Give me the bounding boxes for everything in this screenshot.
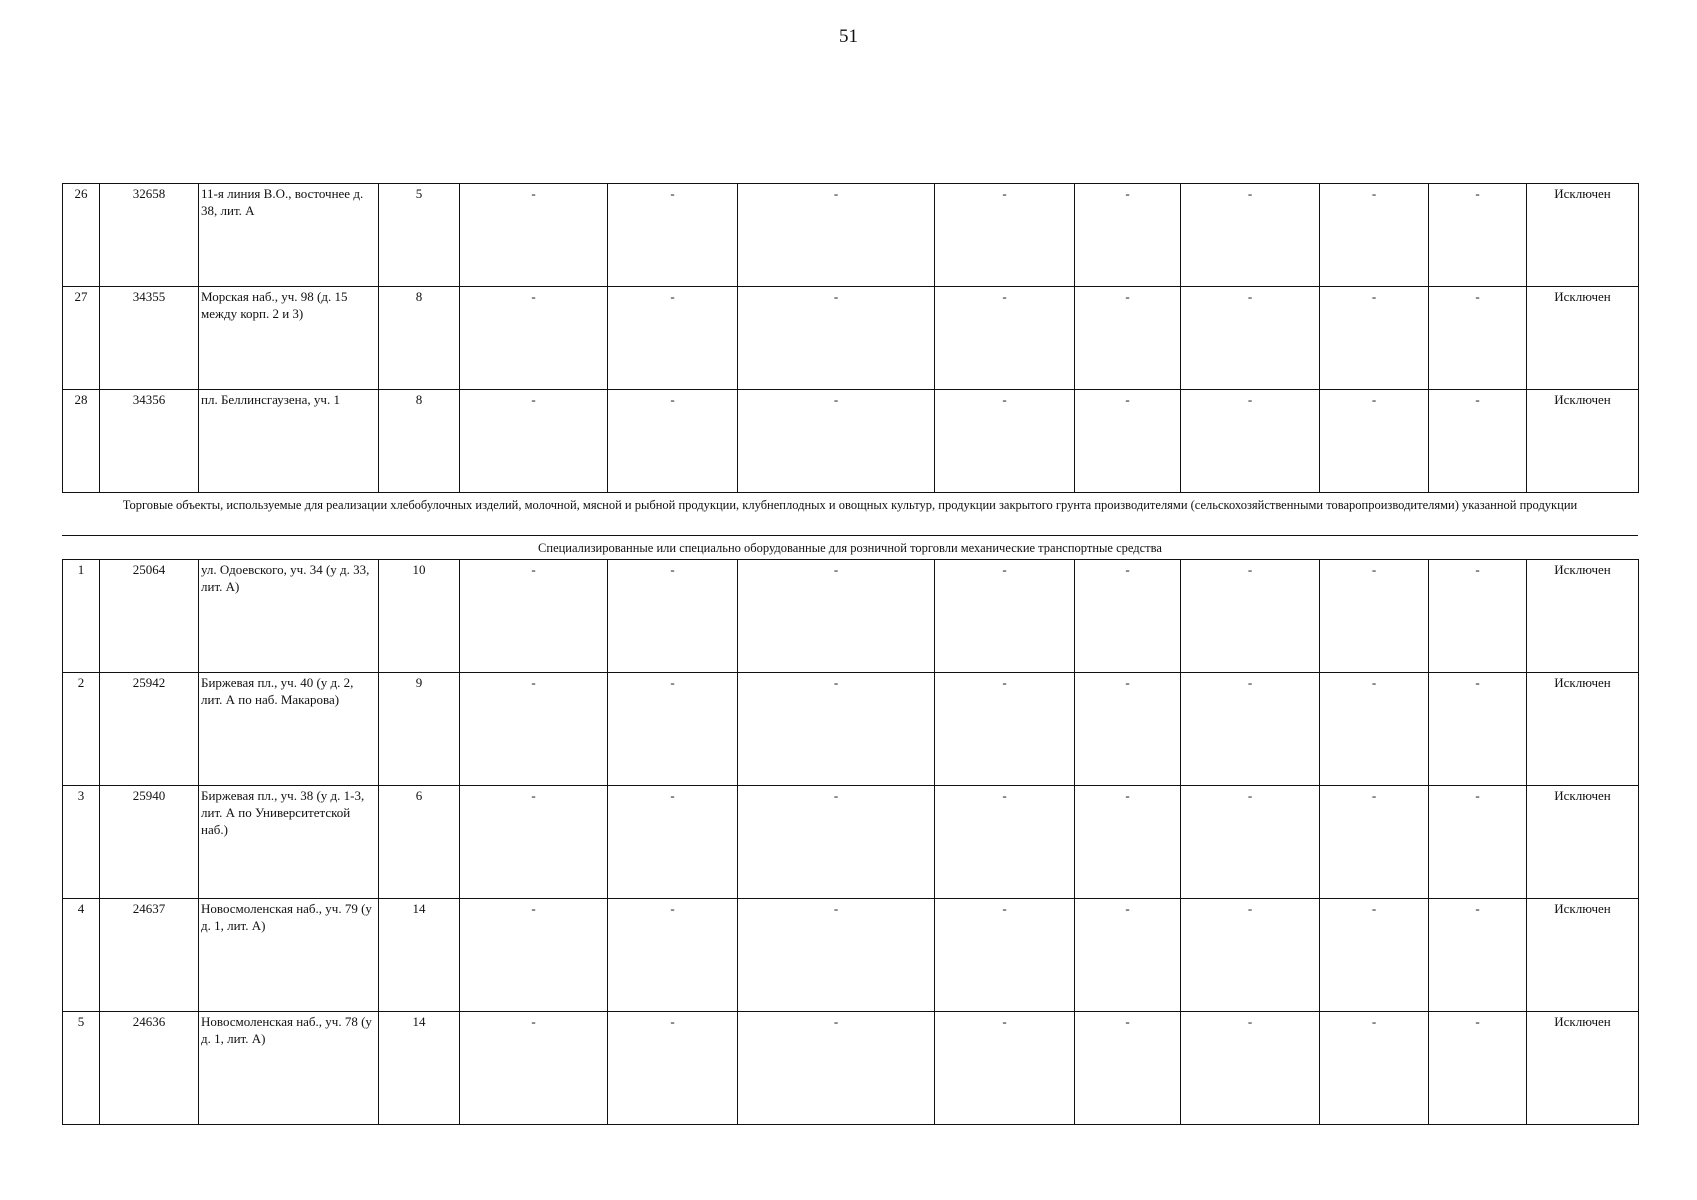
empty-value-cell: - <box>935 287 1075 390</box>
object-code: 25064 <box>100 560 199 673</box>
empty-value-cell: - <box>1320 786 1429 899</box>
count-cell: 8 <box>379 287 460 390</box>
empty-value-cell: - <box>738 390 935 493</box>
table-row <box>63 287 1639 390</box>
empty-value-cell: - <box>460 899 608 1012</box>
object-code: 34355 <box>100 287 199 390</box>
empty-value-cell: - <box>1075 786 1181 899</box>
address-cell: Новосмоленская наб., уч. 79 (у д. 1, лит. А) <box>199 899 379 1012</box>
address-cell: пл. Беллинсгаузена, уч. 1 <box>199 390 379 493</box>
count-cell: 14 <box>379 1012 460 1125</box>
address-cell: Биржевая пл., уч. 38 (у д. 1-3, лит. А по Университетской наб.) <box>199 786 379 899</box>
empty-value-cell: - <box>608 1012 738 1125</box>
status-cell: Исключен <box>1527 560 1639 673</box>
object-code: 32658 <box>100 184 199 287</box>
object-code: 25942 <box>100 673 199 786</box>
empty-value-cell: - <box>460 560 608 673</box>
empty-value-cell: - <box>1181 786 1320 899</box>
row-number: 28 <box>63 390 100 493</box>
object-code: 25940 <box>100 786 199 899</box>
empty-value-cell: - <box>1429 287 1527 390</box>
status-cell: Исключен <box>1527 287 1639 390</box>
empty-value-cell: - <box>460 673 608 786</box>
empty-value-cell: - <box>935 184 1075 287</box>
empty-value-cell: - <box>1181 1012 1320 1125</box>
empty-value-cell: - <box>738 184 935 287</box>
empty-value-cell: - <box>1075 287 1181 390</box>
empty-value-cell: - <box>738 560 935 673</box>
address-cell: 11-я линия В.О., восточнее д. 38, лит. А <box>199 184 379 287</box>
empty-value-cell: - <box>608 786 738 899</box>
empty-value-cell: - <box>460 184 608 287</box>
table-row <box>63 673 1639 786</box>
table-row <box>63 560 1639 673</box>
row-number: 1 <box>63 560 100 673</box>
address-cell: Новосмоленская наб., уч. 78 (у д. 1, лит. А) <box>199 1012 379 1125</box>
empty-value-cell: - <box>935 673 1075 786</box>
section-divider <box>62 535 1638 536</box>
empty-value-cell: - <box>1075 560 1181 673</box>
empty-value-cell: - <box>935 786 1075 899</box>
empty-value-cell: - <box>935 560 1075 673</box>
table-row <box>63 899 1639 1012</box>
empty-value-cell: - <box>1320 560 1429 673</box>
empty-value-cell: - <box>460 786 608 899</box>
count-cell: 5 <box>379 184 460 287</box>
empty-value-cell: - <box>1429 560 1527 673</box>
status-cell: Исключен <box>1527 390 1639 493</box>
status-cell: Исключен <box>1527 673 1639 786</box>
count-cell: 14 <box>379 899 460 1012</box>
empty-value-cell: - <box>935 1012 1075 1125</box>
empty-value-cell: - <box>935 390 1075 493</box>
count-cell: 10 <box>379 560 460 673</box>
empty-value-cell: - <box>738 1012 935 1125</box>
section-heading-vehicles: Специализированные или специально оборудованные для розничной торговли механические транспортные средства <box>538 541 1162 555</box>
empty-value-cell: - <box>1075 184 1181 287</box>
row-number: 4 <box>63 899 100 1012</box>
empty-value-cell: - <box>1320 673 1429 786</box>
status-cell: Исключен <box>1527 1012 1639 1125</box>
empty-value-cell: - <box>460 1012 608 1125</box>
empty-value-cell: - <box>1320 184 1429 287</box>
object-code: 24636 <box>100 1012 199 1125</box>
empty-value-cell: - <box>1075 899 1181 1012</box>
empty-value-cell: - <box>1429 184 1527 287</box>
object-code: 24637 <box>100 899 199 1012</box>
status-cell: Исключен <box>1527 786 1639 899</box>
empty-value-cell: - <box>608 673 738 786</box>
object-code: 34356 <box>100 390 199 493</box>
table-row <box>63 184 1639 287</box>
address-cell: Биржевая пл., уч. 40 (у д. 2, лит. А по наб. Макарова) <box>199 673 379 786</box>
table-row <box>63 390 1639 493</box>
row-number: 27 <box>63 287 100 390</box>
empty-value-cell: - <box>460 287 608 390</box>
empty-value-cell: - <box>608 184 738 287</box>
row-number: 2 <box>63 673 100 786</box>
empty-value-cell: - <box>1181 560 1320 673</box>
page-number: 51 <box>839 26 858 47</box>
row-number: 5 <box>63 1012 100 1125</box>
empty-value-cell: - <box>1075 673 1181 786</box>
address-cell: ул. Одоевского, уч. 34 (у д. 33, лит. А) <box>199 560 379 673</box>
empty-value-cell: - <box>1181 184 1320 287</box>
empty-value-cell: - <box>608 899 738 1012</box>
empty-value-cell: - <box>738 287 935 390</box>
empty-value-cell: - <box>1320 899 1429 1012</box>
count-cell: 8 <box>379 390 460 493</box>
status-cell: Исключен <box>1527 899 1639 1012</box>
section-heading-trade-objects: Торговые объекты, используемые для реализации хлебобулочных изделий, молочной, мясной и рыбной продукции, клубнеплодных и овощных культур, продукции закрытого грунта производителями (сельскохозяйственными товаропроизводителями) указанной продукции <box>122 498 1578 512</box>
table-block-a <box>62 183 1639 493</box>
count-cell: 9 <box>379 673 460 786</box>
row-number: 3 <box>63 786 100 899</box>
empty-value-cell: - <box>1429 390 1527 493</box>
table-row <box>63 1012 1639 1125</box>
table-row <box>63 786 1639 899</box>
empty-value-cell: - <box>738 673 935 786</box>
empty-value-cell: - <box>1181 390 1320 493</box>
empty-value-cell: - <box>1320 390 1429 493</box>
empty-value-cell: - <box>738 899 935 1012</box>
empty-value-cell: - <box>608 560 738 673</box>
empty-value-cell: - <box>460 390 608 493</box>
empty-value-cell: - <box>1320 287 1429 390</box>
empty-value-cell: - <box>1429 673 1527 786</box>
row-number: 26 <box>63 184 100 287</box>
table-block-b <box>62 559 1639 1125</box>
empty-value-cell: - <box>608 287 738 390</box>
status-cell: Исключен <box>1527 184 1639 287</box>
empty-value-cell: - <box>1181 673 1320 786</box>
empty-value-cell: - <box>1181 287 1320 390</box>
address-cell: Морская наб., уч. 98 (д. 15 между корп. 2 и 3) <box>199 287 379 390</box>
empty-value-cell: - <box>1075 390 1181 493</box>
empty-value-cell: - <box>1181 899 1320 1012</box>
empty-value-cell: - <box>608 390 738 493</box>
empty-value-cell: - <box>1429 899 1527 1012</box>
empty-value-cell: - <box>738 786 935 899</box>
empty-value-cell: - <box>1075 1012 1181 1125</box>
count-cell: 6 <box>379 786 460 899</box>
empty-value-cell: - <box>1429 786 1527 899</box>
empty-value-cell: - <box>935 899 1075 1012</box>
empty-value-cell: - <box>1429 1012 1527 1125</box>
empty-value-cell: - <box>1320 1012 1429 1125</box>
